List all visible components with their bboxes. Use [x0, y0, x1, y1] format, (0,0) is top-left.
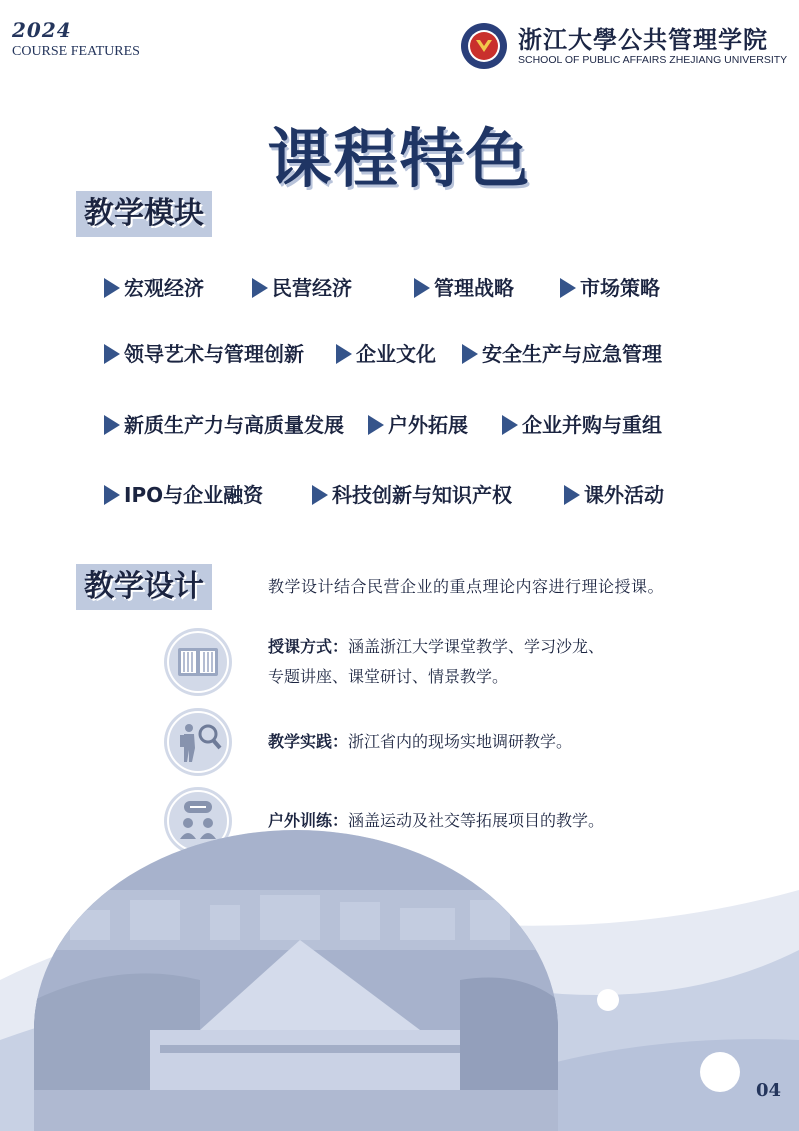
- design-intro-text: 教学设计结合民营企业的重点理论内容进行理论授课。: [268, 577, 665, 596]
- module-item: 新质生产力与高质量发展: [104, 409, 344, 438]
- triangle-bullet-icon: [104, 278, 120, 298]
- triangle-bullet-icon: [104, 485, 120, 505]
- module-item: 宏观经济: [104, 272, 204, 301]
- triangle-bullet-icon: [104, 344, 120, 364]
- school-name-en: SCHOOL OF PUBLIC AFFAIRS ZHEJIANG UNIVERSITY: [518, 54, 788, 66]
- triangle-bullet-icon: [414, 278, 430, 298]
- book-icon: [164, 628, 232, 696]
- module-item: 民营经济: [252, 272, 352, 301]
- triangle-bullet-icon: [564, 485, 580, 505]
- campus-photo-banner: [0, 830, 799, 1131]
- module-item: 市场策略: [560, 272, 660, 301]
- module-item: 户外拓展: [368, 409, 468, 438]
- hiker-magnifier-icon: [164, 708, 232, 776]
- practice-item: 教学实践：浙江省内的现场实地调研教学。: [268, 732, 573, 751]
- triangle-bullet-icon: [368, 415, 384, 435]
- university-seal-icon: [460, 22, 508, 70]
- module-item: 课外活动: [564, 479, 664, 508]
- design-heading: 教学设计: [76, 564, 212, 610]
- course-features-label: COURSE FEATURES: [12, 44, 140, 59]
- outdoor-training-item: 户外训练：涵盖运动及社交等拓展项目的教学。: [268, 811, 605, 830]
- module-item: 领导艺术与管理创新: [104, 338, 304, 367]
- page-number: 04: [756, 1080, 782, 1101]
- triangle-bullet-icon: [560, 278, 576, 298]
- triangle-bullet-icon: [462, 344, 478, 364]
- modules-heading: 教学模块: [76, 191, 212, 237]
- module-item: 企业文化: [336, 338, 436, 367]
- triangle-bullet-icon: [252, 278, 268, 298]
- year-label: 2024: [12, 18, 72, 42]
- page-title: 课程特色: [267, 123, 532, 197]
- triangle-bullet-icon: [336, 344, 352, 364]
- school-name-cn: 浙江大學公共管理学院: [518, 25, 768, 54]
- triangle-bullet-icon: [312, 485, 328, 505]
- triangle-bullet-icon: [104, 415, 120, 435]
- module-item: 科技创新与知识产权: [312, 479, 512, 508]
- module-item: 管理战略: [414, 272, 514, 301]
- module-item: 安全生产与应急管理: [462, 338, 662, 367]
- school-logo: [460, 20, 790, 72]
- teaching-method-item: 授课方式：涵盖浙江大学课堂教学、学习沙龙、 专题讲座、课堂研讨、情景教学。: [268, 637, 605, 686]
- module-item: 企业并购与重组: [502, 409, 662, 438]
- module-item: IPO与企业融资: [104, 479, 263, 508]
- triangle-bullet-icon: [502, 415, 518, 435]
